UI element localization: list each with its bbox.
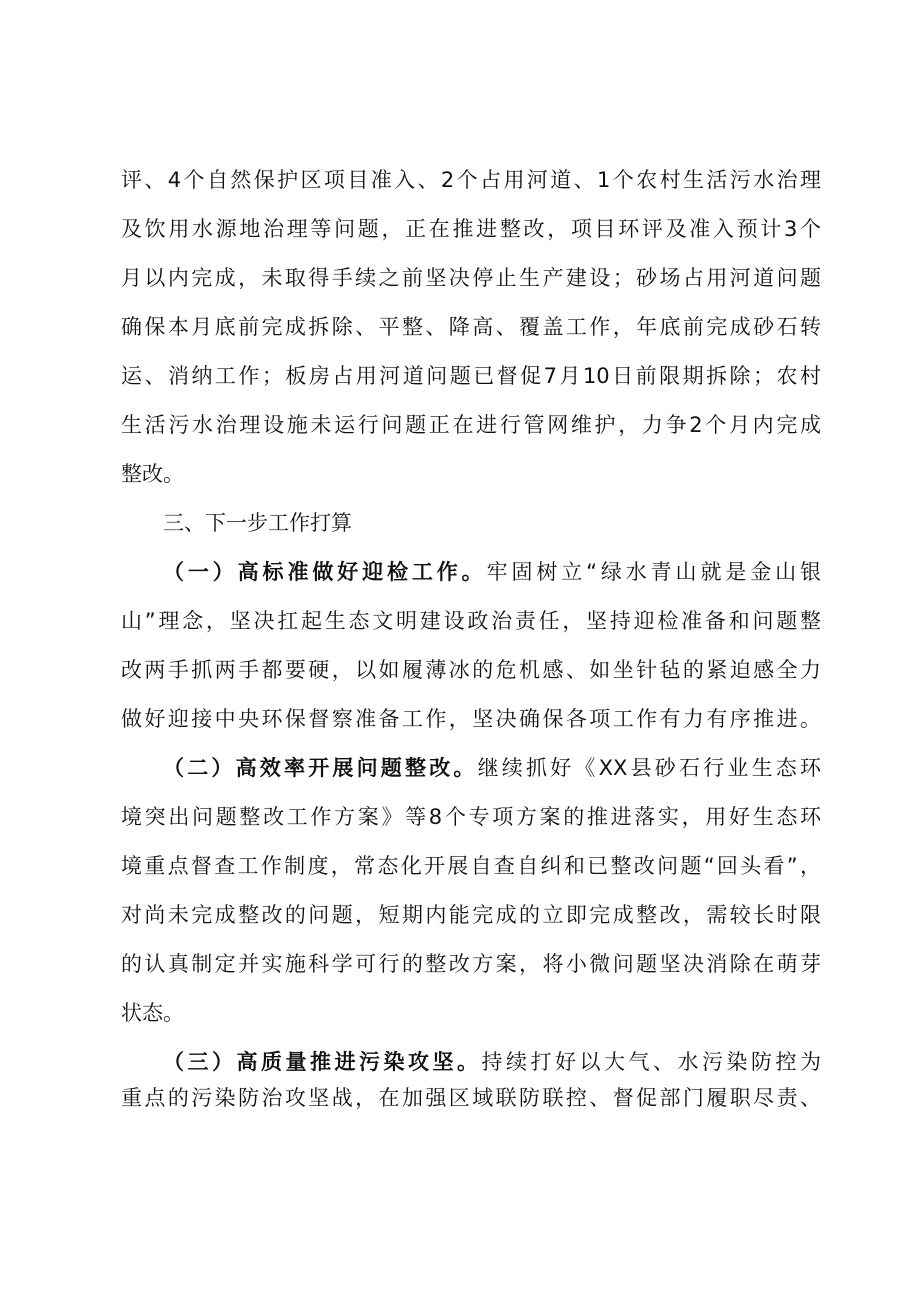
item-1-first-line [163,557,821,587]
paragraph-line: 境突出问题整改工作方案》等8个专项方案的推进落实，用好生态环 [121,805,821,829]
paragraph-line: 评、4个自然保护区项目准入、2个占用河道、1个农村生活污水治理 [121,168,821,192]
item-3-title: （三）高质量推进污染攻坚。 [163,1050,482,1074]
paragraph-line: 山”理念，坚决扛起生态文明建设政治责任，坚持迎检准备和问题整 [121,609,821,633]
paragraph-line: 月以内完成，未取得手续之前坚决停止生产建设；砂场占用河道问题 [121,266,821,290]
paragraph-line: 状态。 [121,1001,184,1025]
item-1-text: 牢固树立“绿水青山就是金山银 [486,560,821,584]
paragraph-line: 生活污水治理设施未运行问题正在进行管网维护，力争2个月内完成 [121,413,821,437]
paragraph-line: 做好迎接中央环保督察准备工作，坚决确保各项工作有力有序推进。 [121,707,821,731]
item-2-title: （二）高效率开展问题整改。 [163,756,478,780]
paragraph-line: 改两手抓两手都要硬，以如履薄冰的危机感、如坐针毡的紧迫感全力 [121,658,821,682]
paragraph-line: 重点的污染防治攻坚战，在加强区域联防联控、督促部门履职尽责、 [121,1086,821,1110]
paragraph-line: 及饮用水源地治理等问题，正在推进整改，项目环评及准入预计3个 [121,217,821,241]
paragraph-line: 的认真制定并实施科学可行的整改方案，将小微问题坚决消除在萌芽 [121,952,821,976]
paragraph-line: 运、消纳工作；板房占用河道问题已督促7月10日前限期拆除；农村 [121,364,821,388]
item-3-text: 持续打好以大气、水污染防控为 [481,1050,821,1074]
paragraph-line: 整改。 [121,462,184,486]
item-2-first-line [163,753,821,783]
item-3-first-line [163,1047,821,1077]
section-heading: 三、下一步工作打算 [163,511,352,535]
paragraph-line: 确保本月底前完成拆除、平整、降高、覆盖工作，年底前完成砂石转 [121,315,821,339]
paragraph-line: 境重点督查工作制度，常态化开展自查自纠和已整改问题“回头看”， [121,854,821,878]
item-1-title: （一）高标准做好迎检工作。 [163,560,487,584]
paragraph-line: 对尚未完成整改的问题，短期内能完成的立即完成整改，需较长时限 [121,903,821,927]
item-2-text: 继续抓好《XX县砂石行业生态环 [477,756,821,780]
